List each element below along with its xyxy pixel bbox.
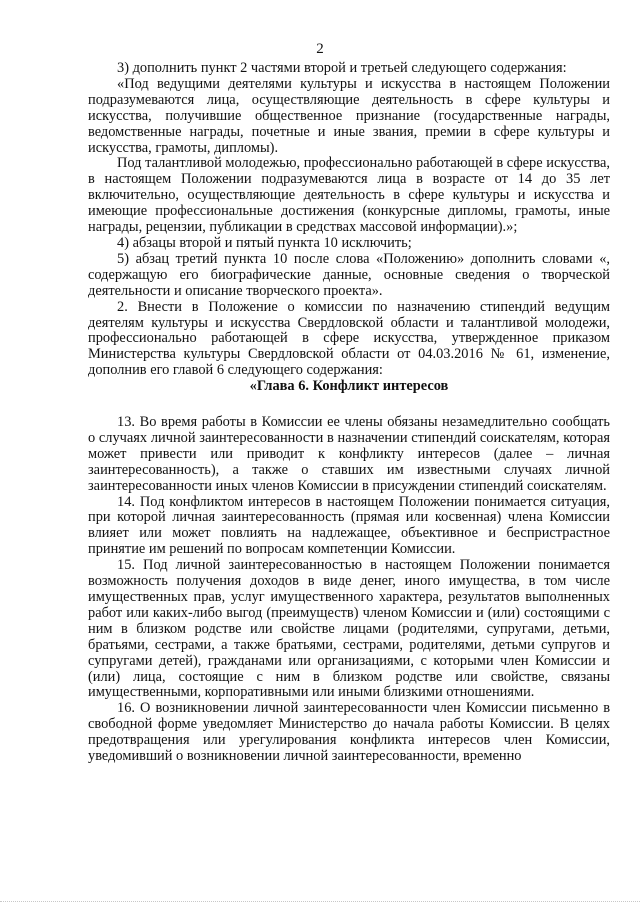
paragraph-leading-figures-definition: «Под ведущими деятелями культуры и искусства в настоящем Положении подразумеваются лица, осуществляющие деятельность в сфере культуры и искусства, получившие общественное признание (государственные награды, ведомственные награды, почетные и иные звания, премии в сфере культуры и искусства, грамоты, дипломы). xyxy=(88,75,610,156)
paragraph-item-4: 4) абзацы второй и пятый пункта 10 исключить; xyxy=(117,234,412,251)
document-body xyxy=(88,61,610,765)
paragraph-item-5: 5) абзац третий пункта 10 после слова «Положению» дополнить словами «, содержащую его биографические данные, основные сведения о творческой деятельности и описание творческого проекта». xyxy=(88,250,610,299)
paragraph-clause-13: 13. Во время работы в Комиссии ее члены обязаны незамедлительно сообщать о случаях личной заинтересованности в назначении стипендий соискателям, которая может привести или приводит к конфликту интересов (далее – личная заинтересованность), а также о ставших им известными случаях личной заинтересованности иных членов Комиссии в присуждении стипендий соискателям. xyxy=(88,414,610,494)
chapter-heading: «Глава 6. Конфликт интересов xyxy=(249,378,449,395)
heading-spacer xyxy=(88,395,610,415)
paragraph-talented-youth-definition: Под талантливой молодежью, профессионально работающей в сфере искусства, в настоящем Положении подразумеваются лица в возрасте от 14 до 35 лет включительно, осуществляющие деятельность в сфере культуры и искусства и имеющие профессиональные достижения (конкурсные дипломы, грамоты, иные награды, рецензии, публикации в средствах массовой информации).»; xyxy=(88,155,610,236)
page-number: 2 xyxy=(316,41,324,57)
paragraph-clause-16: 16. О возникновении личной заинтересованности член Комиссии письменно в свободной форме уведомляет Министерство до начала работы Комиссии. В целях предотвращения или урегулирования конфликта интересов член Комиссии, уведомивший о возникновении личной заинтересованности, временно xyxy=(88,700,610,765)
paragraph-clause-15: 15. Под личной заинтересованностью в настоящем Положении понимается возможность получения доходов в виде денег, иного имущества, в том числе имущественных прав, услуг имущественного характера, результатов выполненных работ или каких-либо выгод (преимуществ) членом Комиссии и (или) состоящими с ним в близком родстве или свойстве лицами (родителями, супругами, детьми, братьями, сестрами, а также братьями, сестрами, родителями, детьми супругов и супругами детей), гражданами или организациями, с которыми член Комиссии и (или) лица, состоящие с ним в близком родстве или свойстве, связаны имущественными, корпоративными или иными близкими отношениями. xyxy=(88,557,610,701)
paragraph-section-2: 2. Внести в Положение о комиссии по назначению стипендий ведущим деятелям культуры и искусства Свердловской области и талантливой молодежи, профессионально работающей в сфере искусства, утвержденное приказом Министерства культуры Свердловской области от 04.03.2016 № 61, изменение, дополнив его главой 6 следующего содержания: xyxy=(88,298,610,379)
paragraph-clause-14: 14. Под конфликтом интересов в настоящем Положении понимается ситуация, при которой личная заинтересованность (прямая или косвенная) члена Комиссии влияет или может повлиять на надлежащее, объективное и беспристрастное принятие им решений по вопросам компетенции Комиссии. xyxy=(88,493,610,558)
paragraph-item-3-intro: 3) дополнить пункт 2 частями второй и третьей следующего содержания: xyxy=(117,60,567,76)
page-edge-divider xyxy=(0,901,640,902)
